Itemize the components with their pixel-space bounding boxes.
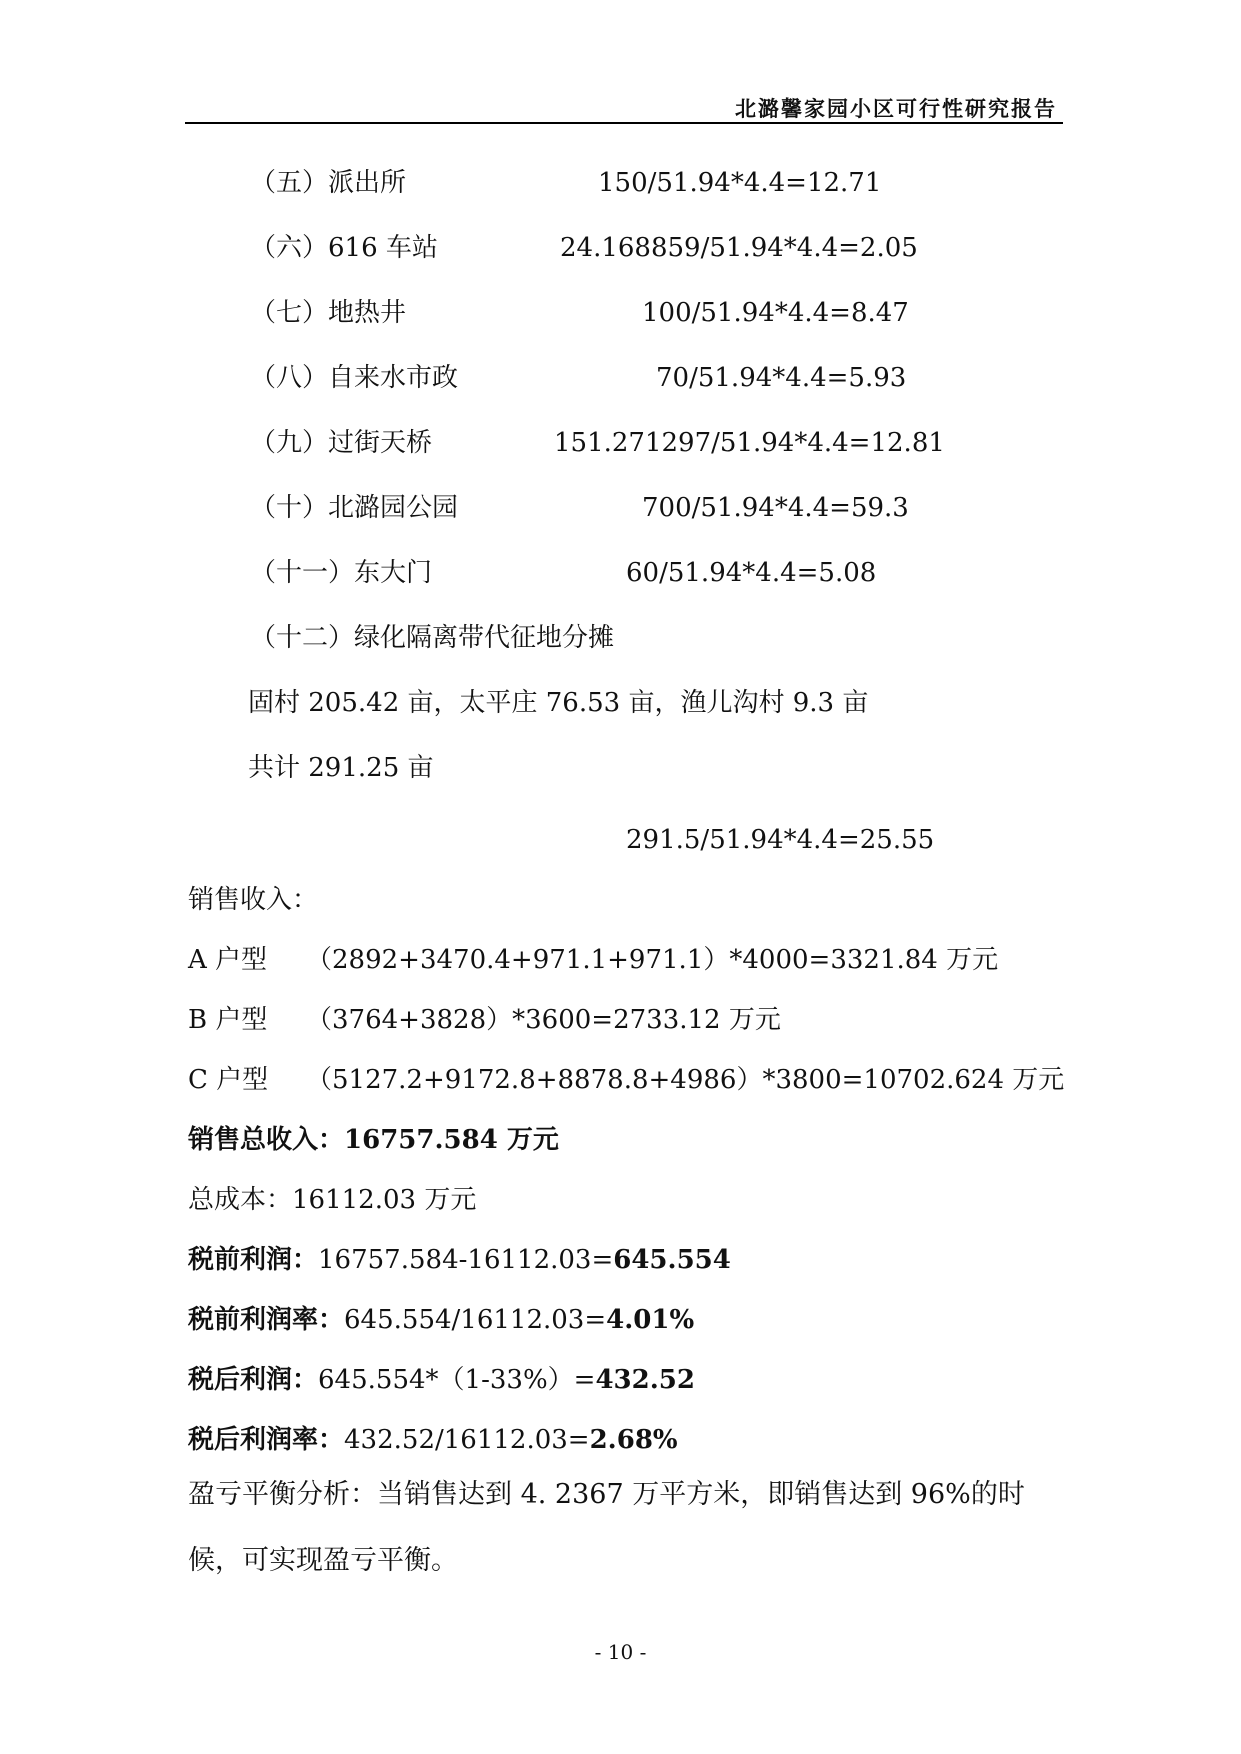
aftertax-profit-line [188,1365,695,1395]
unit-type-name: B 户型 [188,1005,268,1035]
aftertax-margin-label: 税后利润率： [188,1425,345,1455]
item-formula: 24.168859/51.94*4.4=2.05 [560,233,918,263]
item-label: （八）自来水市政 [250,363,459,393]
pretax-margin-value: 4.01% [606,1305,695,1335]
item-formula: 70/51.94*4.4=5.93 [656,363,907,393]
total-sales-label: 销售总收入： [188,1125,345,1155]
pretax-margin-line [188,1305,694,1335]
greenbelt-formula: 291.5/51.94*4.4=25.55 [626,825,935,855]
aftertax-profit-value: 432.52 [595,1365,695,1395]
pretax-profit-line [188,1245,731,1275]
item-formula: 100/51.94*4.4=8.47 [642,298,909,328]
total-cost-label: 总成本： [188,1185,293,1215]
page-number: - 10 - [594,1640,647,1664]
greenbelt-villages: 固村 205.42 亩，太平庄 76.53 亩，渔儿沟村 9.3 亩 [248,688,869,718]
item-label: （九）过街天桥 [250,428,433,458]
item-label: （五）派出所 [250,168,407,198]
greenbelt-label: （十二）绿化隔离带代征地分摊 [250,623,615,653]
item-formula: 150/51.94*4.4=12.71 [598,168,882,198]
aftertax-profit-label: 税后利润： [188,1365,319,1395]
item-label: （十）北潞园公园 [250,493,459,523]
aftertax-margin-line [188,1425,678,1455]
item-formula: 60/51.94*4.4=5.08 [626,558,877,588]
header-title: 北潞馨家园小区可行性研究报告 [735,97,1057,121]
item-formula: 700/51.94*4.4=59.3 [642,493,909,523]
header-rule [185,122,1063,124]
unit-type-formula: （3764+3828）*3600=2733.12 万元 [306,1005,781,1035]
item-label: （七）地热井 [250,298,407,328]
sales-title: 销售收入： [188,885,319,915]
total-sales-value: 16757.584 万元 [344,1125,559,1155]
unit-type-formula: （2892+3470.4+971.1+971.1）*4000=3321.84 万元 [306,945,999,975]
unit-type-formula: （5127.2+9172.8+8878.8+4986）*3800=10702.624 万元 [306,1065,1065,1095]
total-cost-value: 16112.03 万元 [292,1185,477,1215]
item-label: （十一）东大门 [250,558,433,588]
unit-type-name: A 户型 [188,945,268,975]
pretax-margin-formula: 645.554/16112.03= [344,1305,607,1335]
item-formula: 151.271297/51.94*4.4=12.81 [554,428,945,458]
item-label: （六）616 车站 [250,233,438,263]
pretax-margin-label: 税前利润率： [188,1305,345,1335]
total-sales-line [188,1125,559,1155]
breakeven-line-1: 盈亏平衡分析：当销售达到 4. 2367 万平方米，即销售达到 96%的时 [188,1479,1025,1510]
pretax-profit-label: 税前利润： [188,1245,319,1275]
unit-type-name: C 户型 [188,1065,269,1095]
greenbelt-total: 共计 291.25 亩 [248,753,434,783]
aftertax-margin-value: 2.68% [589,1425,678,1455]
pretax-profit-formula: 16757.584-16112.03= [318,1245,614,1275]
pretax-profit-value: 645.554 [613,1245,731,1275]
aftertax-margin-formula: 432.52/16112.03= [344,1425,590,1455]
aftertax-profit-formula: 645.554*（1-33%）= [318,1365,596,1395]
total-cost-line [188,1185,476,1215]
breakeven-line-2: 候，可实现盈亏平衡。 [188,1545,458,1576]
